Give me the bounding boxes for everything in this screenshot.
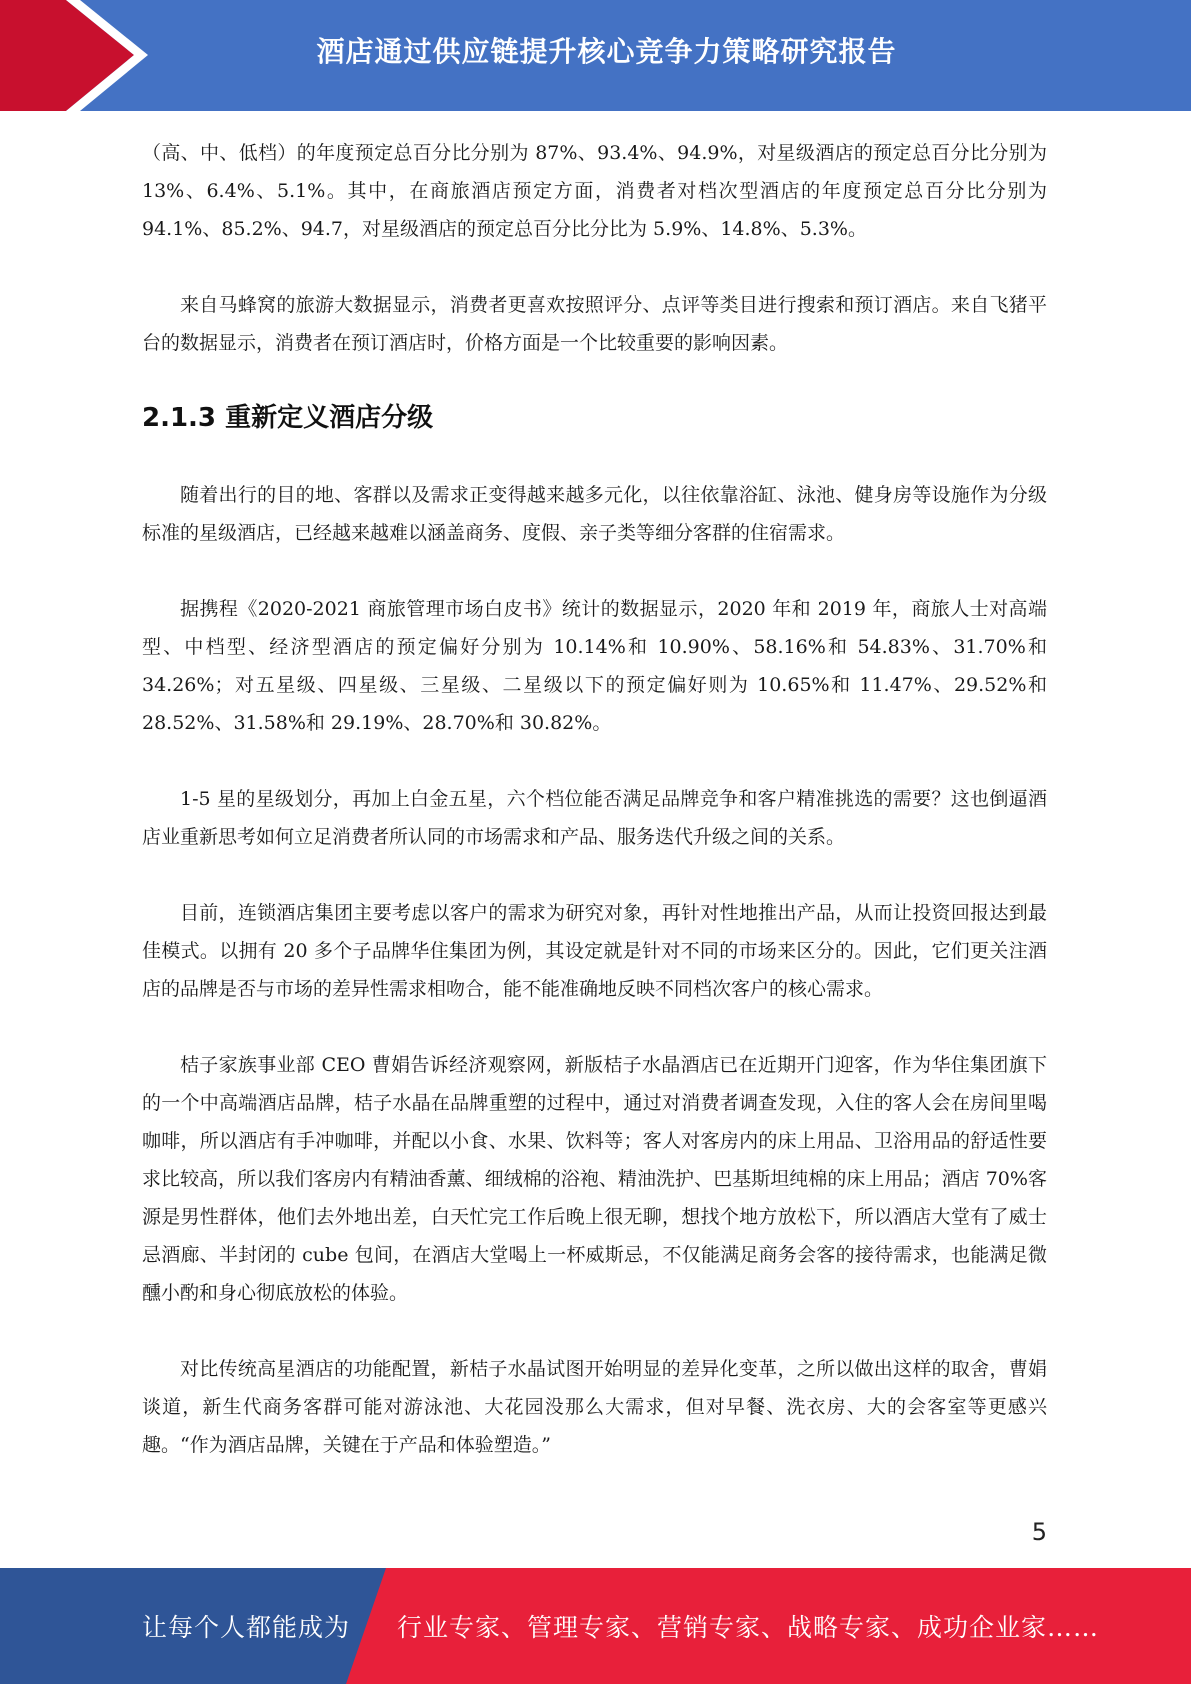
page-content bbox=[142, 134, 1047, 1502]
paragraph-8: 对比传统高星酒店的功能配置，新桔子水晶试图开始明显的差异化变革，之所以做出这样的取舍，曹娟谈道，新生代商务客群可能对游泳池、大花园没那么大需求，但对早餐、洗衣房、大的会客室等更感兴趣。“作为酒店品牌，关键在于产品和体验塑造。” bbox=[142, 1358, 1047, 1456]
page-footer bbox=[0, 1568, 1191, 1684]
section-heading: 2.1.3 重新定义酒店分级 bbox=[142, 403, 434, 433]
footer-slogan-right: 行业专家、管理专家、营销专家、战略专家、成功企业家…… bbox=[397, 1613, 1100, 1642]
page-number: 5 bbox=[1031, 1518, 1047, 1546]
paragraph-2: 来自马蜂窝的旅游大数据显示，消费者更喜欢按照评分、点评等类目进行搜索和预订酒店。来自飞猪平台的数据显示，消费者在预订酒店时，价格方面是一个比较重要的影响因素。 bbox=[142, 294, 1047, 354]
footer-slogan-left: 让每个人都能成为 bbox=[142, 1613, 351, 1642]
report-title: 酒店通过供应链提升核心竞争力策略研究报告 bbox=[316, 35, 897, 68]
paragraph-6: 目前，连锁酒店集团主要考虑以客户的需求为研究对象，再针对性地推出产品，从而让投资回报达到最佳模式。以拥有 20 多个子品牌华住集团为例，其设定就是针对不同的市场来区分的。因此，它们更关注酒店的品牌是否与市场的差异性需求相吻合，能不能准确地反映不同档次客户的核心需求。 bbox=[142, 902, 1047, 1000]
paragraph-7: 桔子家族事业部 CEO 曹娟告诉经济观察网，新版桔子水晶酒店已在近期开门迎客，作为华住集团旗下的一个中高端酒店品牌，桔子水晶在品牌重塑的过程中，通过对消费者调查发现，入住的客人会在房间里喝咖啡，所以酒店有手冲咖啡，并配以小食、水果、饮料等；客人对客房内的床上用品、卫浴用品的舒适性要求比较高，所以我们客房内有精油香薰、细绒棉的浴袍、精油洗护、巴基斯坦纯棉的床上用品；酒店 70%客源是男性群体，他们去外地出差，白天忙完工作后晚上很无聊，想找个地方放松下，所以酒店大堂有了威士忌酒廊、半封闭的 cube 包间，在酒店大堂喝上一杯威斯忌，不仅能满足商务会客的接待需求，也能满足微醺小酌和身心彻底放松的体验。 bbox=[142, 1054, 1047, 1304]
paragraph-3: 随着出行的目的地、客群以及需求正变得越来越多元化，以往依靠浴缸、泳池、健身房等设施作为分级标准的星级酒店，已经越来越难以涵盖商务、度假、亲子类等细分客群的住宿需求。 bbox=[142, 484, 1047, 544]
page-header bbox=[0, 0, 1191, 111]
paragraph-1: （高、中、低档）的年度预定总百分比分别为 87%、93.4%、94.9%，对星级酒店的预定总百分比分别为 13%、6.4%、5.1%。其中，在商旅酒店预定方面，消费者对档次型酒店的年度预定总百分比分别为 94.1%、85.2%、94.7，对星级酒店的预定总百分比分比为 5.9%、14.8%、5.3%。 bbox=[142, 142, 1047, 240]
paragraph-4: 据携程《2020-2021 商旅管理市场白皮书》统计的数据显示，2020 年和 2019 年，商旅人士对高端型、中档型、经济型酒店的预定偏好分别为 10.14%和 10.90%、58.16%和 54.83%、31.70%和 34.26%；对五星级、四星级、三星级、二星级以下的预定偏好则为 10.65%和 11.47%、29.52%和 28.52%、31.58%和 29.19%、28.70%和 30.82%。 bbox=[142, 598, 1047, 734]
paragraph-5: 1-5 星的星级划分，再加上白金五星，六个档位能否满足品牌竞争和客户精准挑选的需要？这也倒逼酒店业重新思考如何立足消费者所认同的市场需求和产品、服务迭代升级之间的关系。 bbox=[142, 788, 1047, 848]
